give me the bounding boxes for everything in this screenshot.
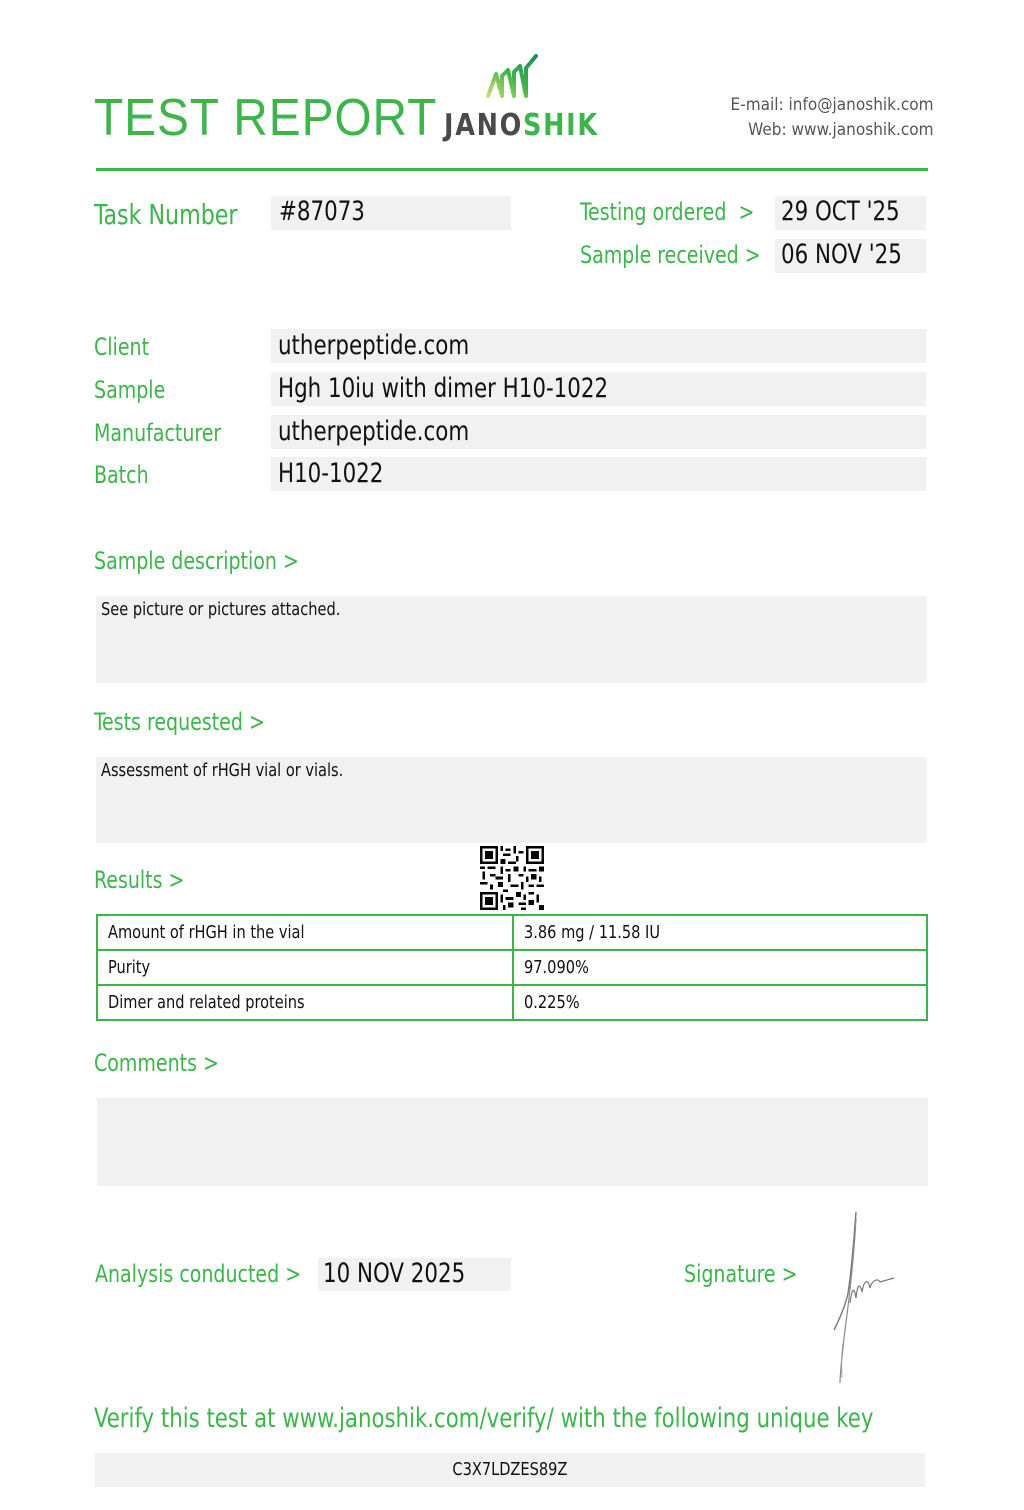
tests-requested-text: Assessment of rHGH vial or vials.	[101, 760, 344, 781]
contact-email[interactable]: E-mail: info@janoshik.com	[731, 95, 934, 115]
unique-key-field[interactable]	[95, 1453, 925, 1487]
results-table	[96, 914, 928, 1021]
batch-field	[271, 457, 926, 491]
result-value-cell	[513, 915, 927, 950]
chart-bars-logo-icon	[484, 52, 544, 104]
manufacturer-field	[271, 415, 926, 449]
manufacturer-label: Manufacturer	[94, 419, 222, 447]
logo-wordmark-light: SHIK	[523, 108, 599, 143]
result-name-cell	[97, 950, 513, 985]
result-value-cell	[513, 985, 927, 1020]
sample-description-box	[96, 596, 927, 683]
results-heading: Results >	[94, 866, 185, 894]
result-value: 0.225%	[524, 992, 580, 1013]
tests-requested-heading: Tests requested >	[94, 708, 265, 736]
sample-field	[271, 372, 926, 406]
comments-heading: Comments >	[94, 1049, 219, 1077]
tests-requested-box	[96, 757, 927, 843]
batch-value: H10-1022	[278, 458, 384, 489]
unique-key-value: C3X7LDZES89Z	[452, 1459, 568, 1480]
table-row	[97, 915, 927, 950]
qr-code-icon[interactable]	[480, 846, 544, 910]
contact-info	[731, 93, 934, 143]
testing-ordered-value: 29 OCT '25	[781, 196, 900, 227]
signature-label: Signature >	[684, 1260, 798, 1288]
task-number-label: Task Number	[94, 198, 238, 231]
testing-ordered-label: Testing ordered >	[580, 198, 755, 226]
logo-wordmark	[444, 108, 599, 143]
table-row	[97, 950, 927, 985]
client-value: utherpeptide.com	[278, 330, 470, 361]
result-value: 97.090%	[524, 957, 589, 978]
task-number-value: #87073	[279, 196, 365, 227]
analysis-conducted-label: Analysis conducted >	[95, 1260, 302, 1288]
result-name: Amount of rHGH in the vial	[108, 922, 305, 943]
comments-box	[97, 1098, 928, 1186]
sample-description-heading: Sample description >	[94, 547, 299, 575]
manufacturer-value: utherpeptide.com	[278, 416, 470, 447]
header-divider	[96, 168, 928, 171]
sample-received-label: Sample received >	[580, 241, 761, 269]
result-name-cell	[97, 985, 513, 1020]
sample-received-field	[775, 239, 926, 273]
result-name-cell	[97, 915, 513, 950]
batch-label: Batch	[94, 461, 149, 489]
sample-value: Hgh 10iu with dimer H10-1022	[278, 373, 609, 404]
verify-instructions: Verify this test at www.janoshik.com/verify/ with the following unique key	[94, 1403, 874, 1434]
task-number-field	[271, 196, 511, 230]
sample-label: Sample	[94, 376, 166, 404]
testing-ordered-field	[775, 196, 926, 230]
client-label: Client	[94, 333, 150, 361]
handwritten-signature-icon	[826, 1208, 906, 1388]
client-field	[271, 329, 926, 363]
result-value: 3.86 mg / 11.58 IU	[524, 922, 660, 943]
report-title: TEST REPORT	[94, 89, 438, 147]
result-name: Dimer and related proteins	[108, 992, 305, 1013]
contact-web[interactable]: Web: www.janoshik.com	[748, 120, 934, 140]
analysis-conducted-value: 10 NOV 2025	[323, 1258, 466, 1289]
logo-wordmark-dark: JANO	[444, 108, 524, 143]
analysis-conducted-field	[318, 1258, 511, 1291]
table-row	[97, 985, 927, 1020]
result-value-cell	[513, 950, 927, 985]
sample-description-text: See picture or pictures attached.	[101, 599, 341, 620]
result-name: Purity	[108, 957, 151, 978]
signature-image	[826, 1208, 906, 1388]
sample-received-value: 06 NOV '25	[781, 239, 902, 270]
